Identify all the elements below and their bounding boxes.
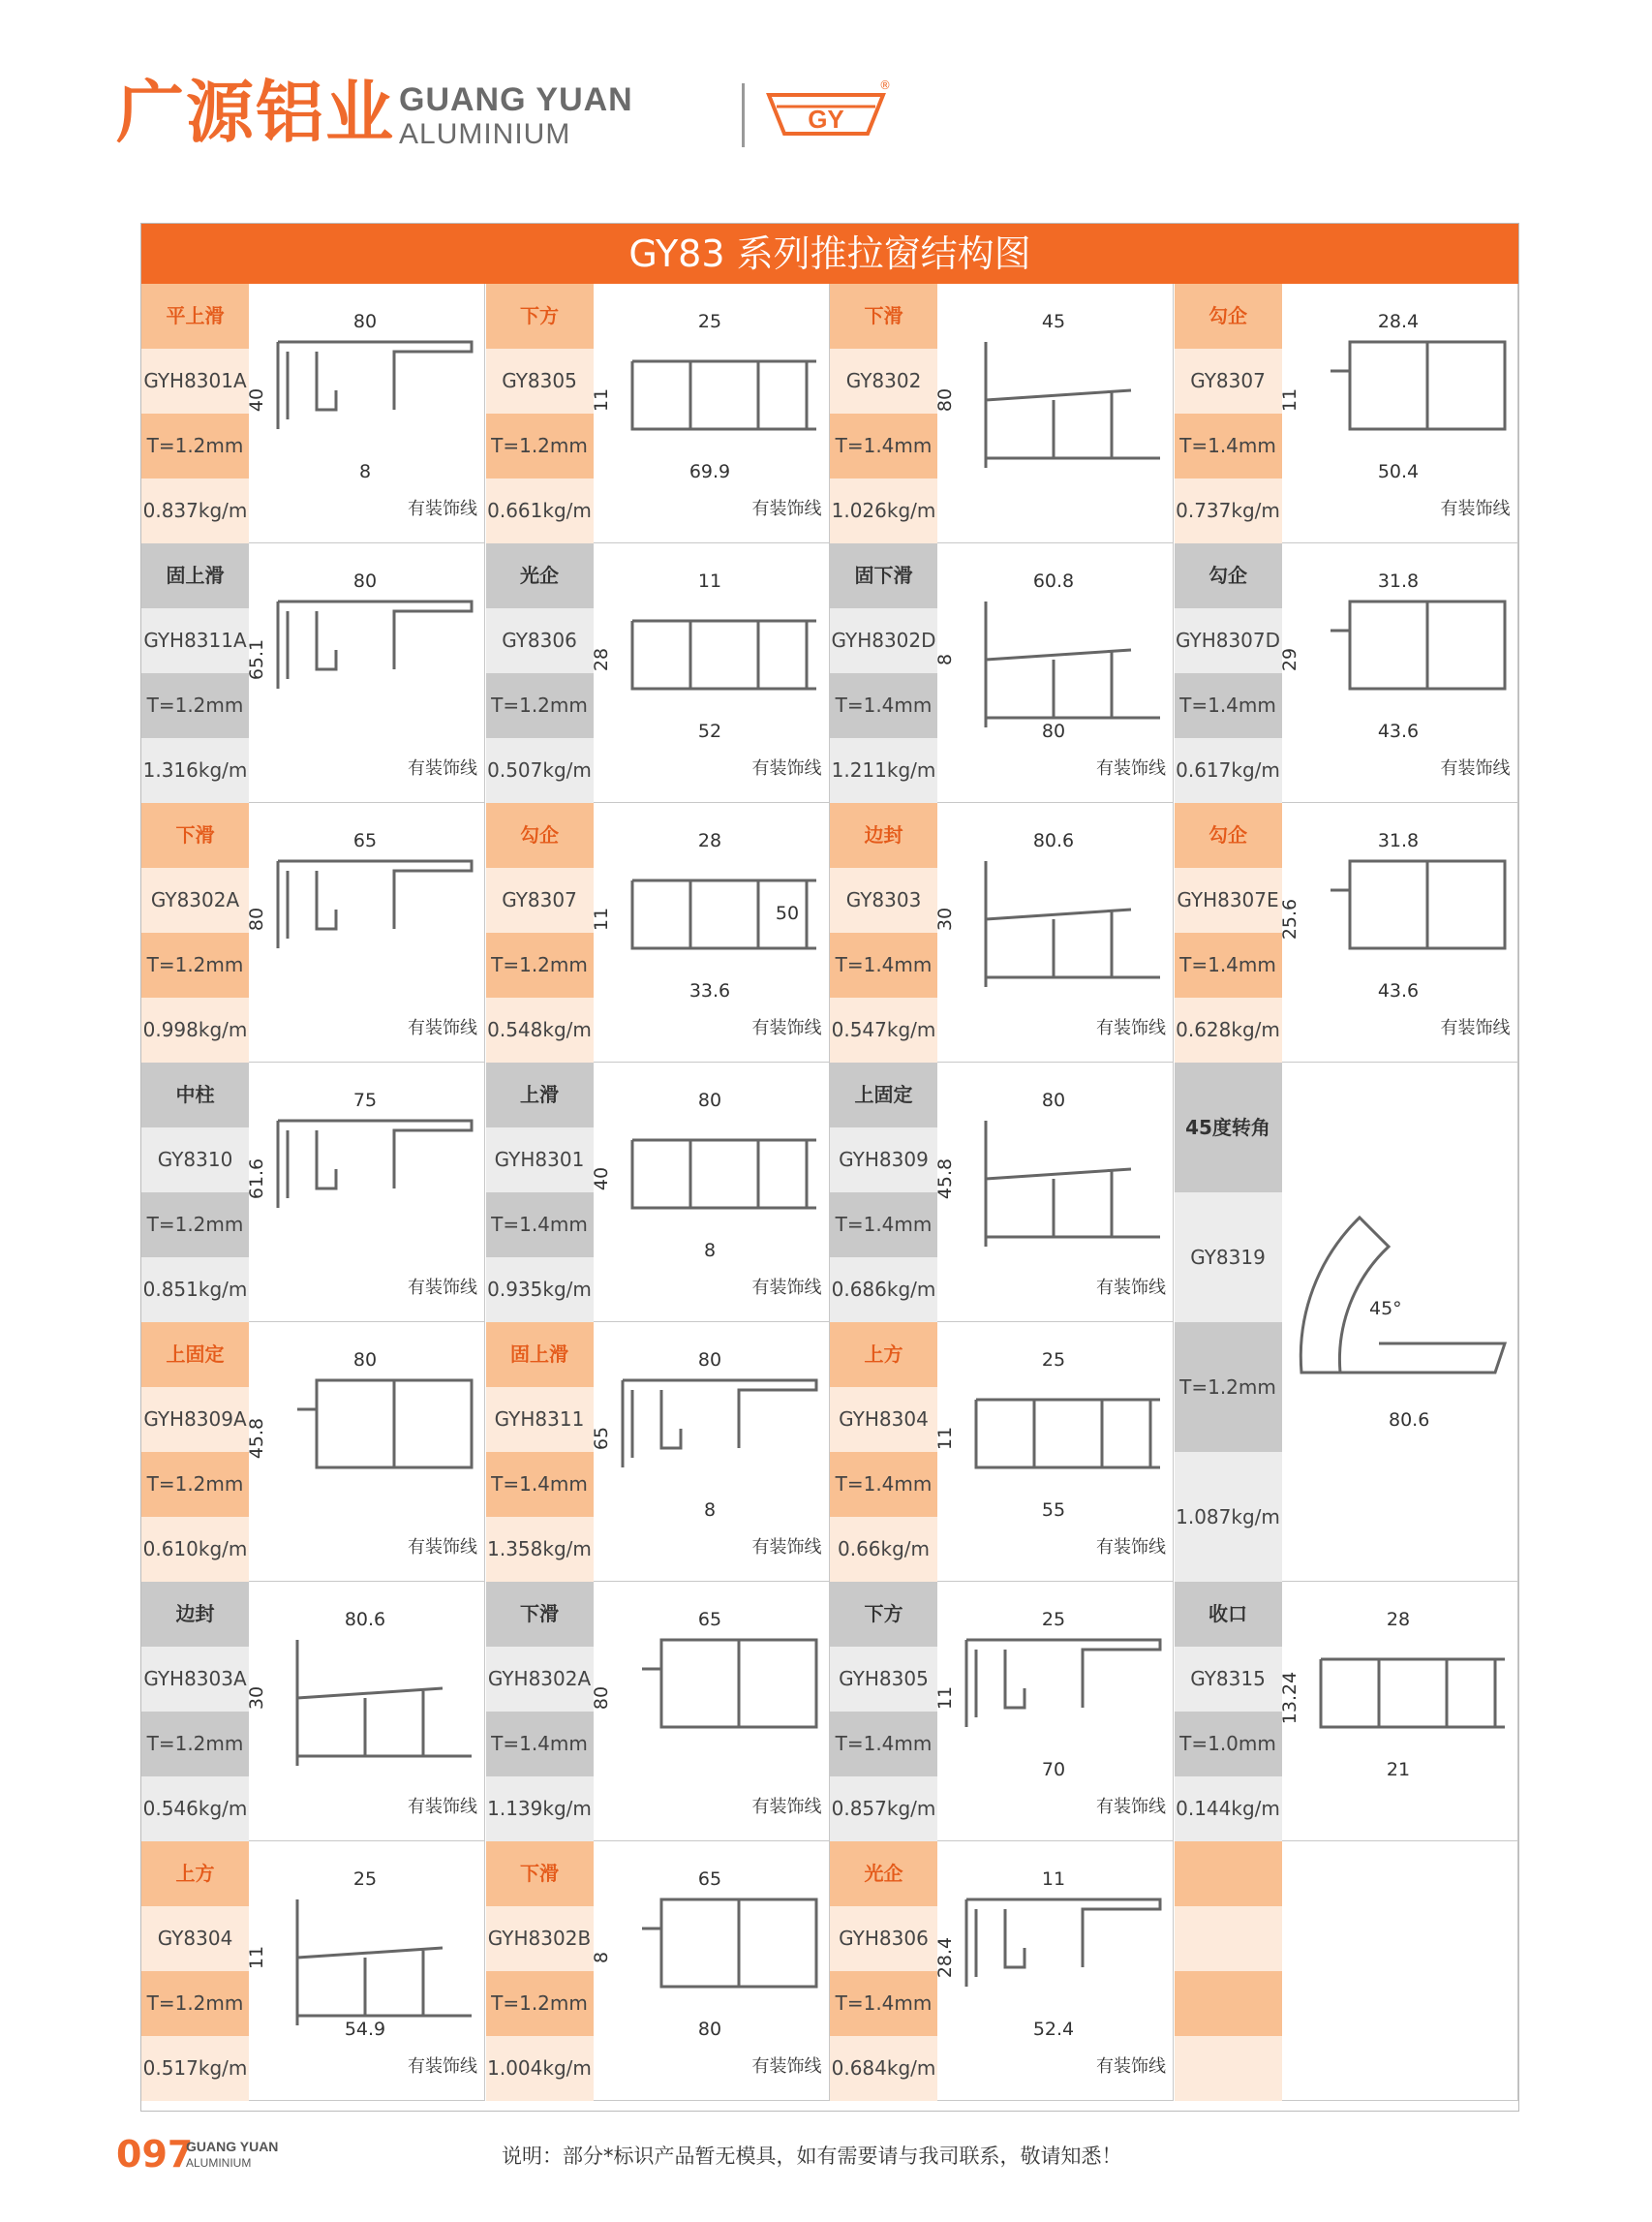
profile-weight: 1.026kg/m (830, 478, 937, 543)
profile-weight: 0.617kg/m (1175, 738, 1282, 803)
profile-weight: 0.507kg/m (486, 738, 594, 803)
dimension-label: 80.6 (344, 1609, 386, 1630)
profile-code: GYH8306 (830, 1906, 937, 1971)
profile-weight: 1.139kg/m (486, 1776, 594, 1841)
profile-code: GY8307 (486, 868, 594, 933)
profile-weight: 1.358kg/m (486, 1517, 594, 1582)
dimension-label: 80 (352, 1349, 378, 1371)
dimension-label: 8 (703, 1499, 716, 1521)
decor-line-note: 有装饰线 (1440, 758, 1511, 779)
page-footer (116, 2131, 1569, 2189)
dimension-label: 54.9 (344, 2019, 386, 2040)
profile-weight: 0.851kg/m (141, 1257, 249, 1322)
profile-drawing (590, 543, 830, 803)
profile-weight: 0.686kg/m (830, 1257, 937, 1322)
profile-drawing (590, 284, 830, 543)
profile-drawing (934, 543, 1174, 803)
catalog-title: GY83 系列推拉窗结构图 (141, 224, 1518, 284)
profile-name: 固下滑 (830, 543, 937, 608)
decor-line-note: 有装饰线 (1096, 2056, 1166, 2077)
dimension-label: 75 (352, 1090, 378, 1111)
profile-cell (141, 1322, 485, 1582)
dimension-label: 25 (1041, 1609, 1066, 1630)
profile-cell (486, 803, 830, 1063)
profile-code: GY8306 (486, 608, 594, 673)
profile-drawing (590, 1322, 830, 1582)
profile-code: GYH8307E (1175, 868, 1282, 933)
empty-label (1175, 2036, 1282, 2101)
page-number: 097 (116, 2133, 194, 2176)
dimension-label: 30 (934, 907, 956, 932)
profile-cell (141, 1063, 485, 1322)
profile-code: GYH8303A (141, 1647, 249, 1712)
dimension-label: 80 (1041, 721, 1066, 742)
dimension-label: 45.8 (934, 1157, 956, 1200)
profile-drawing (934, 284, 1174, 543)
angle-label: 45° (1368, 1298, 1402, 1319)
corner-cell (1175, 1063, 1518, 1582)
brand-name-en: GUANG YUAN (399, 81, 633, 118)
profile-name: 勾企 (1175, 803, 1282, 868)
profile-name: 上方 (141, 1841, 249, 1906)
empty-label (1175, 1906, 1282, 1971)
profile-cell (486, 1322, 830, 1582)
profile-section-icon (934, 284, 1174, 543)
dimension-label: 43.6 (1377, 721, 1419, 742)
dimension-label: 55 (1041, 1499, 1066, 1521)
profile-weight: 0.610kg/m (141, 1517, 249, 1582)
profile-name: 下滑 (486, 1841, 594, 1906)
profile-drawing (246, 1322, 485, 1582)
profile-name: 固上滑 (486, 1322, 594, 1387)
dimension-label: 69.9 (688, 461, 730, 482)
profile-thickness: T=1.2mm (486, 1971, 594, 2036)
profile-thickness: T=1.4mm (1175, 414, 1282, 478)
profile-code: GY8310 (141, 1127, 249, 1192)
dimension-label: 65.1 (246, 638, 267, 681)
dimension-label: 28.4 (934, 1936, 956, 1979)
dimension-label: 11 (934, 1426, 956, 1451)
decor-line-note: 有装饰线 (1096, 1278, 1166, 1298)
profile-cell (830, 1582, 1174, 1841)
dimension-label: 25.6 (1278, 898, 1300, 941)
registered-mark: ® (879, 78, 891, 92)
profile-name: 边封 (830, 803, 937, 868)
profile-code: GYH8305 (830, 1647, 937, 1712)
dimension-label: 28 (590, 647, 612, 672)
footer-brand: GUANG YUAN (186, 2139, 279, 2154)
profile-cell (486, 1841, 830, 2101)
profile-drawing (934, 1582, 1174, 1841)
dimension-label: 28 (1386, 1609, 1410, 1630)
profile-weight: 1.004kg/m (486, 2036, 594, 2101)
profile-name: 下滑 (830, 284, 937, 349)
dimension-label: 25 (352, 1868, 378, 1890)
corner-weight: 1.087kg/m (1175, 1452, 1282, 1582)
profile-weight: 0.517kg/m (141, 2036, 249, 2101)
profile-name: 收口 (1175, 1582, 1282, 1647)
dimension-label: 8 (934, 653, 956, 666)
decor-line-note: 有装饰线 (751, 499, 822, 519)
dimension-label: 31.8 (1377, 830, 1419, 851)
profile-cell (1175, 1582, 1518, 1841)
footer-brand-sub: ALUMINIUM (186, 2156, 252, 2170)
dimension-label: 11 (697, 571, 721, 592)
profile-weight: 0.998kg/m (141, 998, 249, 1063)
corner-code: GY8319 (1175, 1192, 1282, 1322)
page-header (116, 70, 891, 157)
profile-cell (830, 1841, 1174, 2101)
profile-thickness: T=1.4mm (486, 1452, 594, 1517)
profile-thickness: T=1.4mm (486, 1712, 594, 1776)
dimension-label: 80 (697, 1090, 721, 1111)
profile-thickness: T=1.4mm (830, 1452, 937, 1517)
brand-subtitle-en: ALUMINIUM (399, 118, 571, 150)
footer-note: 说明：部分*标识产品暂无模具，如有需要请与我司联系，敬请知悉！ (502, 2145, 1122, 2168)
dimension-label: 52.4 (1032, 2019, 1075, 2040)
decor-line-note: 有装饰线 (408, 2056, 477, 2077)
profile-weight: 0.684kg/m (830, 2036, 937, 2101)
profile-drawing (246, 1841, 485, 2101)
profile-code: GY8304 (141, 1906, 249, 1971)
profile-cell (830, 1063, 1174, 1322)
decor-line-note: 有装饰线 (408, 1797, 477, 1817)
profile-weight: 0.144kg/m (1175, 1776, 1282, 1841)
profile-thickness: T=1.4mm (486, 1192, 594, 1257)
profile-code: GYH8302A (486, 1647, 594, 1712)
dimension-label: 61.6 (246, 1157, 267, 1200)
profile-thickness: T=1.4mm (830, 1971, 937, 2036)
dimension-label: 33.6 (688, 980, 730, 1002)
profile-thickness: T=1.2mm (141, 1712, 249, 1776)
profile-drawing (590, 1582, 830, 1841)
profile-name: 光企 (830, 1841, 937, 1906)
empty-label (1175, 1971, 1282, 2036)
profile-cell (830, 1322, 1174, 1582)
profile-cell (830, 543, 1174, 803)
dimension-label: 52 (697, 721, 721, 742)
corner-profile-icon (1282, 1063, 1518, 1582)
profile-thickness: T=1.0mm (1175, 1712, 1282, 1776)
decor-line-note: 有装饰线 (751, 1797, 822, 1817)
dimension-label: 65 (352, 830, 378, 851)
dimension-label: 80.6 (1032, 830, 1075, 851)
profile-weight: 0.737kg/m (1175, 478, 1282, 543)
profile-drawing (1278, 543, 1518, 803)
profile-cell (141, 284, 485, 543)
profile-drawing (590, 1841, 830, 2101)
dimension-label: 80 (246, 907, 267, 932)
profile-code: GYH8304 (830, 1387, 937, 1452)
dimension-label: 80 (352, 571, 378, 592)
dimension-label: 80 (590, 1685, 612, 1711)
decor-line-note: 有装饰线 (751, 1018, 822, 1038)
dimension-label: 60.8 (1032, 571, 1075, 592)
profile-name: 上方 (830, 1322, 937, 1387)
decor-line-note: 有装饰线 (1096, 1537, 1166, 1558)
profile-drawing (1278, 803, 1518, 1063)
profile-thickness: T=1.2mm (141, 933, 249, 998)
profile-thickness: T=1.2mm (141, 1971, 249, 2036)
dimension-label: 11 (590, 907, 612, 932)
profile-weight: 0.661kg/m (486, 478, 594, 543)
dimension-label: 43.6 (1377, 980, 1419, 1002)
brand-logo-icon (763, 77, 889, 155)
profile-thickness: T=1.2mm (141, 414, 249, 478)
dimension-label: 11 (1041, 1868, 1066, 1890)
profile-weight: 0.628kg/m (1175, 998, 1282, 1063)
profile-name: 下方 (830, 1582, 937, 1647)
profile-weight: 1.211kg/m (830, 738, 937, 803)
empty-label (1175, 1841, 1282, 1906)
profile-section-icon (1278, 1582, 1518, 1841)
profile-cell (1175, 284, 1518, 543)
dimension-label: 65 (697, 1868, 721, 1890)
decor-line-note: 有装饰线 (1096, 1797, 1166, 1817)
dimension-label: 80 (697, 2019, 721, 2040)
profile-drawing (934, 803, 1174, 1063)
profile-cell (830, 284, 1174, 543)
dimension-label: 40 (246, 387, 267, 413)
profile-code: GYH8311A (141, 608, 249, 673)
profile-cell (141, 1582, 485, 1841)
profile-cell (1175, 803, 1518, 1063)
profile-name: 下滑 (141, 803, 249, 868)
decor-line-note: 有装饰线 (1440, 499, 1511, 519)
profile-thickness: T=1.4mm (830, 1192, 937, 1257)
dimension-label: 80.6 (1388, 1409, 1429, 1431)
profile-cell (486, 1582, 830, 1841)
profile-thickness: T=1.2mm (486, 414, 594, 478)
dimension-label: 80 (697, 1349, 721, 1371)
profile-drawing (934, 1322, 1174, 1582)
profile-drawing (246, 1582, 485, 1841)
dimension-label: 13.24 (1278, 1671, 1300, 1725)
profile-name: 勾企 (486, 803, 594, 868)
profile-cell (486, 284, 830, 543)
profile-thickness: T=1.4mm (830, 1712, 937, 1776)
profile-cell (141, 803, 485, 1063)
decor-line-note: 有装饰线 (408, 1278, 477, 1298)
profile-name: 上滑 (486, 1063, 594, 1127)
profile-drawing (590, 1063, 830, 1322)
profile-catalog (140, 223, 1519, 2112)
dimension-label: 45.8 (246, 1417, 267, 1460)
decor-line-note: 有装饰线 (408, 499, 477, 519)
decor-line-note: 有装饰线 (1440, 1018, 1511, 1038)
profile-thickness: T=1.4mm (830, 414, 937, 478)
dimension-label: 70 (1041, 1759, 1066, 1780)
profile-thickness: T=1.4mm (830, 933, 937, 998)
profile-drawing (1278, 1582, 1518, 1841)
profile-code: GYH8301A (141, 349, 249, 414)
dimension-label: 31.8 (1377, 571, 1419, 592)
decor-line-note: 有装饰线 (751, 1278, 822, 1298)
dimension-label: 80 (352, 311, 378, 332)
dimension-label: 30 (246, 1685, 267, 1711)
profile-code: GYH8307D (1175, 608, 1282, 673)
profile-thickness: T=1.2mm (141, 673, 249, 738)
dimension-label: 11 (246, 1945, 267, 1970)
profile-thickness: T=1.2mm (141, 1192, 249, 1257)
dimension-label: 65 (697, 1609, 721, 1630)
dimension-label: 45 (1041, 311, 1066, 332)
brand-name-cn: 广源铝业 (116, 73, 395, 152)
profile-name: 下方 (486, 284, 594, 349)
profile-drawing (246, 543, 485, 803)
profile-code: GY8302 (830, 349, 937, 414)
profile-thickness: T=1.4mm (1175, 933, 1282, 998)
decor-line-note: 有装饰线 (751, 2056, 822, 2077)
dimension-label: 8 (590, 1951, 612, 1964)
profile-code: GY8305 (486, 349, 594, 414)
profile-code: GYH8309A (141, 1387, 249, 1452)
profile-name: 下滑 (486, 1582, 594, 1647)
profile-weight: 0.547kg/m (830, 998, 937, 1063)
profile-drawing (246, 284, 485, 543)
dimension-label: 11 (1278, 387, 1300, 413)
profile-cell (141, 543, 485, 803)
dimension-label: 8 (358, 461, 372, 482)
dimension-label: 28.4 (1377, 311, 1419, 332)
dimension-label: 80 (1041, 1090, 1066, 1111)
dimension-label: 40 (590, 1166, 612, 1191)
profile-name: 固上滑 (141, 543, 249, 608)
dimension-label: 11 (590, 387, 612, 413)
profile-drawing (246, 803, 485, 1063)
decor-line-note: 有装饰线 (751, 1537, 822, 1558)
profile-weight: 0.546kg/m (141, 1776, 249, 1841)
dimension-label: 8 (703, 1240, 716, 1261)
profile-thickness: T=1.4mm (830, 673, 937, 738)
profile-name: 勾企 (1175, 543, 1282, 608)
corner-thickness: T=1.2mm (1175, 1322, 1282, 1452)
dimension-label: 25 (1041, 1349, 1066, 1371)
profile-weight: 0.548kg/m (486, 998, 594, 1063)
decor-line-note: 有装饰线 (751, 758, 822, 779)
profile-weight: 0.66kg/m (830, 1517, 937, 1582)
profile-name: 上固定 (141, 1322, 249, 1387)
profile-code: GYH8302D (830, 608, 937, 673)
profile-code: GYH8302B (486, 1906, 594, 1971)
profile-drawing (934, 1063, 1174, 1322)
logo-divider (742, 83, 745, 147)
profile-code: GY8302A (141, 868, 249, 933)
decor-line-note: 有装饰线 (1096, 1018, 1166, 1038)
profile-name: 中柱 (141, 1063, 249, 1127)
profile-name: 勾企 (1175, 284, 1282, 349)
profile-code: GY8315 (1175, 1647, 1282, 1712)
profile-cell (830, 803, 1174, 1063)
profile-weight: 0.837kg/m (141, 478, 249, 543)
profile-weight: 0.935kg/m (486, 1257, 594, 1322)
profile-drawing (1278, 284, 1518, 543)
dimension-label: 50.4 (1377, 461, 1419, 482)
profile-cell (141, 1841, 485, 2101)
dimension-label: 28 (697, 830, 721, 851)
profile-drawing (246, 1063, 485, 1322)
profile-weight: 0.857kg/m (830, 1776, 937, 1841)
profile-thickness: T=1.2mm (141, 1452, 249, 1517)
decor-line-note: 有装饰线 (408, 1018, 477, 1038)
decor-line-note: 有装饰线 (1096, 758, 1166, 779)
dimension-label: 65 (590, 1426, 612, 1451)
profile-cell (1175, 543, 1518, 803)
profile-name: 光企 (486, 543, 594, 608)
logo-mark-text: GY (808, 105, 844, 134)
corner-name: 45度转角 (1175, 1063, 1282, 1192)
profile-code: GYH8311 (486, 1387, 594, 1452)
decor-line-note: 有装饰线 (408, 1537, 477, 1558)
dimension-label: 80 (934, 387, 956, 413)
profile-cell (486, 1063, 830, 1322)
empty-cell (1175, 1841, 1518, 2101)
dimension-label: 11 (934, 1685, 956, 1711)
profile-drawing (590, 803, 830, 1063)
profile-code: GY8307 (1175, 349, 1282, 414)
dimension-label: 21 (1386, 1759, 1410, 1780)
profile-drawing (934, 1841, 1174, 2101)
profile-thickness: T=1.2mm (486, 673, 594, 738)
dimension-label: 29 (1278, 647, 1300, 672)
profile-name: 上固定 (830, 1063, 937, 1127)
profile-name: 平上滑 (141, 284, 249, 349)
profile-weight: 1.316kg/m (141, 738, 249, 803)
dimension-label: 25 (697, 311, 721, 332)
dimension-label: 50 (775, 903, 799, 924)
decor-line-note: 有装饰线 (408, 758, 477, 779)
profile-cell (486, 543, 830, 803)
profile-name: 边封 (141, 1582, 249, 1647)
profile-code: GY8303 (830, 868, 937, 933)
profile-code: GYH8309 (830, 1127, 937, 1192)
profile-thickness: T=1.2mm (486, 933, 594, 998)
profile-thickness: T=1.4mm (1175, 673, 1282, 738)
profile-code: GYH8301 (486, 1127, 594, 1192)
